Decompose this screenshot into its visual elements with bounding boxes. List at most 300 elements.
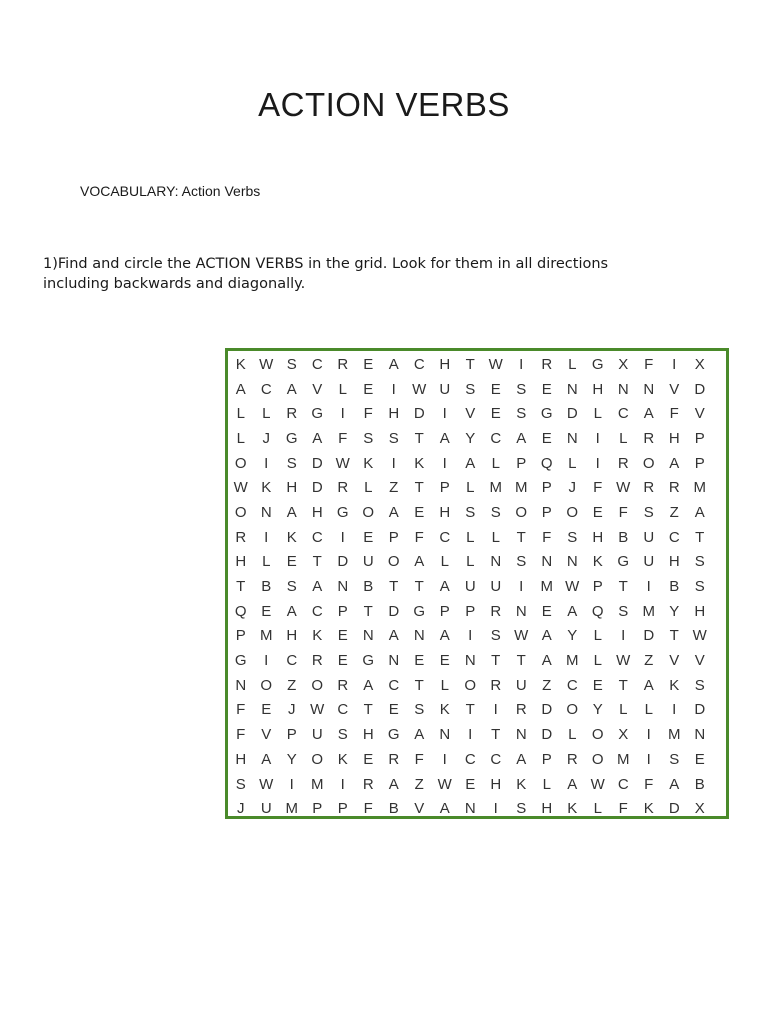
grid-letter[interactable]: K bbox=[516, 775, 527, 793]
grid-letter[interactable]: X bbox=[694, 800, 705, 818]
grid-letter[interactable]: D bbox=[643, 627, 655, 645]
grid-letter[interactable]: J bbox=[237, 800, 245, 818]
grid-letter[interactable]: O bbox=[515, 503, 528, 521]
grid-letter[interactable]: X bbox=[618, 355, 629, 373]
grid-letter[interactable]: T bbox=[618, 578, 628, 596]
grid-letter[interactable]: E bbox=[337, 627, 348, 645]
grid-letter[interactable]: V bbox=[261, 726, 272, 744]
grid-letter[interactable]: H bbox=[439, 355, 451, 373]
grid-letter[interactable]: V bbox=[669, 652, 680, 670]
grid-letter[interactable]: A bbox=[235, 380, 246, 398]
grid-letter[interactable]: A bbox=[465, 454, 476, 472]
grid-letter[interactable]: E bbox=[337, 652, 348, 670]
grid-letter[interactable]: N bbox=[566, 380, 578, 398]
grid-letter[interactable]: C bbox=[311, 355, 323, 373]
grid-letter[interactable]: Y bbox=[669, 602, 680, 620]
grid-letter[interactable]: B bbox=[261, 578, 272, 596]
grid-letter[interactable]: G bbox=[413, 602, 426, 620]
grid-letter[interactable]: L bbox=[568, 454, 577, 472]
grid-letter[interactable]: M bbox=[617, 750, 630, 768]
grid-letter[interactable]: T bbox=[363, 701, 373, 719]
grid-letter[interactable]: Y bbox=[465, 429, 476, 447]
grid-letter[interactable]: I bbox=[340, 775, 345, 793]
grid-letter[interactable]: R bbox=[541, 355, 553, 373]
grid-letter[interactable]: D bbox=[566, 405, 578, 423]
grid-letter[interactable]: M bbox=[489, 479, 502, 497]
grid-letter[interactable]: R bbox=[643, 429, 655, 447]
grid-letter[interactable]: O bbox=[387, 553, 400, 571]
grid-letter[interactable]: H bbox=[668, 429, 680, 447]
grid-letter[interactable]: W bbox=[259, 775, 274, 793]
grid-letter[interactable]: H bbox=[235, 553, 247, 571]
grid-letter[interactable]: A bbox=[567, 602, 578, 620]
grid-letter[interactable]: P bbox=[439, 602, 450, 620]
grid-letter[interactable]: H bbox=[362, 726, 374, 744]
grid-letter[interactable]: H bbox=[541, 800, 553, 818]
grid-letter[interactable]: T bbox=[669, 627, 679, 645]
grid-letter[interactable]: E bbox=[541, 602, 552, 620]
grid-letter[interactable]: P bbox=[439, 479, 450, 497]
grid-letter[interactable]: P bbox=[388, 528, 399, 546]
grid-letter[interactable]: Z bbox=[414, 775, 424, 793]
grid-letter[interactable]: S bbox=[286, 454, 297, 472]
grid-letter[interactable]: E bbox=[363, 380, 374, 398]
grid-letter[interactable]: S bbox=[694, 676, 705, 694]
grid-letter[interactable]: F bbox=[618, 800, 628, 818]
grid-letter[interactable]: A bbox=[388, 503, 399, 521]
grid-letter[interactable]: U bbox=[439, 380, 451, 398]
grid-letter[interactable]: I bbox=[391, 454, 396, 472]
grid-letter[interactable]: K bbox=[312, 627, 323, 645]
grid-letter[interactable]: K bbox=[235, 355, 246, 373]
grid-letter[interactable]: P bbox=[541, 503, 552, 521]
grid-letter[interactable]: R bbox=[643, 479, 655, 497]
grid-letter[interactable]: P bbox=[592, 578, 603, 596]
grid-letter[interactable]: K bbox=[261, 479, 272, 497]
grid-letter[interactable]: S bbox=[669, 750, 680, 768]
grid-letter[interactable]: M bbox=[311, 775, 324, 793]
grid-letter[interactable]: J bbox=[288, 701, 296, 719]
grid-letter[interactable]: S bbox=[490, 503, 501, 521]
grid-letter[interactable]: L bbox=[568, 726, 577, 744]
grid-letter[interactable]: F bbox=[669, 405, 679, 423]
grid-letter[interactable]: S bbox=[490, 627, 501, 645]
grid-letter[interactable]: C bbox=[413, 355, 425, 373]
grid-letter[interactable]: G bbox=[591, 355, 604, 373]
grid-letter[interactable]: Z bbox=[287, 676, 297, 694]
grid-letter[interactable]: L bbox=[619, 429, 628, 447]
grid-letter[interactable]: C bbox=[490, 429, 502, 447]
grid-letter[interactable]: W bbox=[514, 627, 529, 645]
grid-letter[interactable]: N bbox=[566, 429, 578, 447]
grid-letter[interactable]: R bbox=[337, 479, 349, 497]
grid-letter[interactable]: C bbox=[617, 405, 629, 423]
grid-letter[interactable]: T bbox=[389, 578, 399, 596]
grid-letter[interactable]: R bbox=[286, 405, 298, 423]
grid-letter[interactable]: W bbox=[565, 578, 580, 596]
grid-letter[interactable]: E bbox=[286, 553, 297, 571]
grid-letter[interactable]: Q bbox=[591, 602, 604, 620]
grid-letter[interactable]: L bbox=[262, 405, 271, 423]
grid-letter[interactable]: O bbox=[311, 676, 324, 694]
grid-letter[interactable]: F bbox=[414, 528, 424, 546]
grid-letter[interactable]: W bbox=[335, 454, 350, 472]
grid-letter[interactable]: A bbox=[439, 429, 450, 447]
grid-letter[interactable]: B bbox=[694, 775, 705, 793]
grid-letter[interactable]: Z bbox=[669, 503, 679, 521]
grid-letter[interactable]: N bbox=[566, 553, 578, 571]
grid-letter[interactable]: W bbox=[233, 479, 248, 497]
grid-letter[interactable]: A bbox=[286, 503, 297, 521]
grid-letter[interactable]: E bbox=[414, 503, 425, 521]
grid-letter[interactable]: W bbox=[488, 355, 503, 373]
grid-letter[interactable]: D bbox=[388, 602, 400, 620]
grid-letter[interactable]: D bbox=[541, 726, 553, 744]
grid-letter[interactable]: U bbox=[643, 553, 655, 571]
grid-letter[interactable]: A bbox=[567, 775, 578, 793]
grid-letter[interactable]: U bbox=[490, 578, 502, 596]
grid-letter[interactable]: A bbox=[541, 652, 552, 670]
grid-letter[interactable]: E bbox=[439, 652, 450, 670]
grid-letter[interactable]: L bbox=[466, 553, 475, 571]
grid-letter[interactable]: E bbox=[592, 503, 603, 521]
grid-letter[interactable]: N bbox=[515, 602, 527, 620]
grid-letter[interactable]: A bbox=[694, 503, 705, 521]
grid-letter[interactable]: I bbox=[493, 800, 498, 818]
grid-letter[interactable]: C bbox=[311, 528, 323, 546]
grid-letter[interactable]: W bbox=[590, 775, 605, 793]
grid-letter[interactable]: I bbox=[468, 726, 473, 744]
grid-letter[interactable]: W bbox=[310, 701, 325, 719]
grid-letter[interactable]: I bbox=[672, 701, 677, 719]
grid-letter[interactable]: M bbox=[260, 627, 273, 645]
grid-letter[interactable]: L bbox=[644, 701, 653, 719]
grid-letter[interactable]: P bbox=[694, 454, 705, 472]
grid-letter[interactable]: D bbox=[311, 479, 323, 497]
grid-letter[interactable]: S bbox=[465, 503, 476, 521]
grid-letter[interactable]: J bbox=[568, 479, 576, 497]
grid-letter[interactable]: L bbox=[491, 454, 500, 472]
grid-letter[interactable]: K bbox=[414, 454, 425, 472]
grid-letter[interactable]: T bbox=[516, 652, 526, 670]
grid-letter[interactable]: N bbox=[464, 652, 476, 670]
grid-letter[interactable]: H bbox=[694, 602, 706, 620]
grid-letter[interactable]: I bbox=[595, 429, 600, 447]
grid-letter[interactable]: O bbox=[362, 503, 375, 521]
grid-letter[interactable]: E bbox=[541, 429, 552, 447]
grid-letter[interactable]: I bbox=[672, 355, 677, 373]
grid-letter[interactable]: C bbox=[260, 380, 272, 398]
grid-letter[interactable]: O bbox=[642, 454, 655, 472]
grid-letter[interactable]: C bbox=[566, 676, 578, 694]
grid-letter[interactable]: A bbox=[414, 553, 425, 571]
grid-letter[interactable]: N bbox=[643, 380, 655, 398]
grid-letter[interactable]: O bbox=[464, 676, 477, 694]
grid-letter[interactable]: G bbox=[540, 405, 553, 423]
grid-letter[interactable]: I bbox=[391, 380, 396, 398]
grid-letter[interactable]: R bbox=[490, 676, 502, 694]
grid-letter[interactable]: L bbox=[338, 380, 347, 398]
grid-letter[interactable]: U bbox=[311, 726, 323, 744]
grid-letter[interactable]: K bbox=[337, 750, 348, 768]
grid-letter[interactable]: R bbox=[490, 602, 502, 620]
grid-letter[interactable]: R bbox=[617, 454, 629, 472]
grid-letter[interactable]: I bbox=[646, 750, 651, 768]
grid-letter[interactable]: L bbox=[236, 429, 245, 447]
grid-letter[interactable]: R bbox=[362, 775, 374, 793]
grid-letter[interactable]: I bbox=[519, 578, 524, 596]
grid-letter[interactable]: E bbox=[388, 701, 399, 719]
grid-letter[interactable]: S bbox=[643, 503, 654, 521]
grid-letter[interactable]: G bbox=[362, 652, 375, 670]
grid-letter[interactable]: A bbox=[414, 726, 425, 744]
grid-letter[interactable]: B bbox=[388, 800, 399, 818]
grid-letter[interactable]: M bbox=[540, 578, 553, 596]
grid-letter[interactable]: I bbox=[264, 454, 269, 472]
grid-letter[interactable]: G bbox=[336, 503, 349, 521]
grid-letter[interactable]: R bbox=[515, 701, 527, 719]
grid-letter[interactable]: Y bbox=[592, 701, 603, 719]
grid-letter[interactable]: A bbox=[286, 380, 297, 398]
grid-letter[interactable]: T bbox=[414, 429, 424, 447]
grid-letter[interactable]: B bbox=[363, 578, 374, 596]
grid-letter[interactable]: A bbox=[669, 775, 680, 793]
grid-letter[interactable]: I bbox=[264, 528, 269, 546]
grid-letter[interactable]: G bbox=[311, 405, 324, 423]
grid-letter[interactable]: L bbox=[619, 701, 628, 719]
grid-letter[interactable]: D bbox=[337, 553, 349, 571]
grid-letter[interactable]: F bbox=[236, 701, 246, 719]
grid-letter[interactable]: W bbox=[259, 355, 274, 373]
grid-letter[interactable]: T bbox=[414, 479, 424, 497]
grid-letter[interactable]: S bbox=[694, 578, 705, 596]
grid-letter[interactable]: T bbox=[491, 652, 501, 670]
grid-letter[interactable]: Q bbox=[234, 602, 247, 620]
grid-letter[interactable]: O bbox=[566, 503, 579, 521]
grid-letter[interactable]: S bbox=[516, 380, 527, 398]
grid-letter[interactable]: S bbox=[516, 553, 527, 571]
grid-letter[interactable]: I bbox=[493, 701, 498, 719]
grid-letter[interactable]: W bbox=[437, 775, 452, 793]
grid-letter[interactable]: B bbox=[618, 528, 629, 546]
grid-letter[interactable]: S bbox=[235, 775, 246, 793]
grid-letter[interactable]: T bbox=[465, 701, 475, 719]
grid-letter[interactable]: U bbox=[515, 676, 527, 694]
grid-letter[interactable]: L bbox=[568, 355, 577, 373]
grid-letter[interactable]: D bbox=[541, 701, 553, 719]
grid-letter[interactable]: L bbox=[542, 775, 551, 793]
grid-letter[interactable]: T bbox=[414, 676, 424, 694]
grid-letter[interactable]: N bbox=[388, 652, 400, 670]
grid-letter[interactable]: N bbox=[413, 627, 425, 645]
grid-letter[interactable]: T bbox=[491, 726, 501, 744]
grid-letter[interactable]: O bbox=[260, 676, 273, 694]
grid-letter[interactable]: F bbox=[644, 355, 654, 373]
grid-letter[interactable]: G bbox=[234, 652, 247, 670]
grid-letter[interactable]: P bbox=[541, 750, 552, 768]
grid-letter[interactable]: H bbox=[388, 405, 400, 423]
grid-letter[interactable]: I bbox=[442, 405, 447, 423]
grid-letter[interactable]: T bbox=[363, 602, 373, 620]
grid-letter[interactable]: L bbox=[466, 528, 475, 546]
grid-letter[interactable]: H bbox=[592, 380, 604, 398]
grid-letter[interactable]: A bbox=[363, 676, 374, 694]
grid-letter[interactable]: V bbox=[312, 380, 323, 398]
grid-letter[interactable]: Y bbox=[286, 750, 297, 768]
grid-letter[interactable]: L bbox=[364, 479, 373, 497]
grid-letter[interactable]: E bbox=[261, 602, 272, 620]
grid-letter[interactable]: L bbox=[491, 528, 500, 546]
grid-letter[interactable]: Z bbox=[644, 652, 654, 670]
grid-letter[interactable]: R bbox=[337, 355, 349, 373]
grid-letter[interactable]: O bbox=[591, 726, 604, 744]
grid-letter[interactable]: N bbox=[515, 726, 527, 744]
grid-letter[interactable]: E bbox=[490, 405, 501, 423]
grid-letter[interactable]: L bbox=[593, 652, 602, 670]
grid-letter[interactable]: R bbox=[337, 676, 349, 694]
grid-letter[interactable]: E bbox=[541, 380, 552, 398]
grid-letter[interactable]: S bbox=[516, 405, 527, 423]
grid-letter[interactable]: O bbox=[591, 750, 604, 768]
grid-letter[interactable]: L bbox=[440, 553, 449, 571]
grid-letter[interactable]: E bbox=[465, 775, 476, 793]
grid-letter[interactable]: S bbox=[388, 429, 399, 447]
grid-letter[interactable]: A bbox=[312, 578, 323, 596]
grid-letter[interactable]: W bbox=[692, 627, 707, 645]
grid-letter[interactable]: I bbox=[468, 627, 473, 645]
grid-letter[interactable]: M bbox=[566, 652, 579, 670]
grid-letter[interactable]: E bbox=[363, 528, 374, 546]
grid-letter[interactable]: T bbox=[236, 578, 246, 596]
grid-letter[interactable]: P bbox=[312, 800, 323, 818]
grid-letter[interactable]: S bbox=[567, 528, 578, 546]
grid-letter[interactable]: V bbox=[414, 800, 425, 818]
grid-letter[interactable]: A bbox=[439, 627, 450, 645]
grid-letter[interactable]: G bbox=[617, 553, 630, 571]
grid-letter[interactable]: S bbox=[694, 553, 705, 571]
grid-letter[interactable]: O bbox=[234, 454, 247, 472]
grid-letter[interactable]: V bbox=[465, 405, 476, 423]
grid-letter[interactable]: Z bbox=[389, 479, 399, 497]
grid-letter[interactable]: E bbox=[363, 750, 374, 768]
grid-letter[interactable]: N bbox=[439, 726, 451, 744]
grid-letter[interactable]: V bbox=[694, 652, 705, 670]
grid-letter[interactable]: E bbox=[490, 380, 501, 398]
grid-letter[interactable]: K bbox=[592, 553, 603, 571]
grid-letter[interactable]: K bbox=[439, 701, 450, 719]
grid-letter[interactable]: Y bbox=[567, 627, 578, 645]
grid-letter[interactable]: H bbox=[286, 479, 298, 497]
grid-letter[interactable]: O bbox=[234, 503, 247, 521]
grid-letter[interactable]: V bbox=[694, 405, 705, 423]
grid-letter[interactable]: A bbox=[439, 578, 450, 596]
grid-letter[interactable]: M bbox=[668, 726, 681, 744]
grid-letter[interactable]: T bbox=[312, 553, 322, 571]
grid-letter[interactable]: P bbox=[286, 726, 297, 744]
grid-letter[interactable]: N bbox=[362, 627, 374, 645]
grid-letter[interactable]: L bbox=[466, 479, 475, 497]
grid-letter[interactable]: D bbox=[694, 701, 706, 719]
grid-letter[interactable]: T bbox=[618, 676, 628, 694]
grid-letter[interactable]: A bbox=[312, 429, 323, 447]
grid-letter[interactable]: I bbox=[340, 528, 345, 546]
grid-letter[interactable]: X bbox=[694, 355, 705, 373]
grid-letter[interactable]: S bbox=[618, 602, 629, 620]
grid-letter[interactable]: T bbox=[414, 578, 424, 596]
grid-letter[interactable]: O bbox=[566, 701, 579, 719]
grid-letter[interactable]: M bbox=[285, 800, 298, 818]
grid-letter[interactable]: F bbox=[593, 479, 603, 497]
grid-letter[interactable]: N bbox=[235, 676, 247, 694]
grid-letter[interactable]: N bbox=[464, 800, 476, 818]
grid-letter[interactable]: H bbox=[286, 627, 298, 645]
grid-letter[interactable]: P bbox=[465, 602, 476, 620]
grid-letter[interactable]: V bbox=[669, 380, 680, 398]
grid-letter[interactable]: T bbox=[516, 528, 526, 546]
grid-letter[interactable]: R bbox=[235, 528, 247, 546]
grid-letter[interactable]: I bbox=[519, 355, 524, 373]
grid-letter[interactable]: C bbox=[464, 750, 476, 768]
grid-letter[interactable]: A bbox=[439, 800, 450, 818]
grid-letter[interactable]: P bbox=[337, 602, 348, 620]
grid-letter[interactable]: D bbox=[668, 800, 680, 818]
grid-letter[interactable]: C bbox=[439, 528, 451, 546]
grid-letter[interactable]: P bbox=[235, 627, 246, 645]
grid-letter[interactable]: D bbox=[694, 380, 706, 398]
grid-letter[interactable]: F bbox=[236, 726, 246, 744]
grid-letter[interactable]: K bbox=[643, 800, 654, 818]
grid-letter[interactable]: L bbox=[593, 627, 602, 645]
grid-letter[interactable]: S bbox=[337, 726, 348, 744]
grid-letter[interactable]: L bbox=[440, 676, 449, 694]
grid-letter[interactable]: R bbox=[388, 750, 400, 768]
grid-letter[interactable]: H bbox=[592, 528, 604, 546]
grid-letter[interactable]: P bbox=[541, 479, 552, 497]
grid-letter[interactable]: G bbox=[285, 429, 298, 447]
grid-letter[interactable]: A bbox=[643, 676, 654, 694]
grid-letter[interactable]: S bbox=[414, 701, 425, 719]
grid-letter[interactable]: H bbox=[490, 775, 502, 793]
grid-letter[interactable]: R bbox=[566, 750, 578, 768]
grid-letter[interactable]: E bbox=[363, 355, 374, 373]
grid-letter[interactable]: S bbox=[465, 380, 476, 398]
grid-letter[interactable]: U bbox=[260, 800, 272, 818]
grid-letter[interactable]: F bbox=[644, 775, 654, 793]
grid-letter[interactable]: A bbox=[541, 627, 552, 645]
grid-letter[interactable]: N bbox=[490, 553, 502, 571]
grid-letter[interactable]: W bbox=[616, 652, 631, 670]
grid-letter[interactable]: E bbox=[414, 652, 425, 670]
grid-letter[interactable]: C bbox=[337, 701, 349, 719]
grid-letter[interactable]: R bbox=[668, 479, 680, 497]
grid-letter[interactable]: W bbox=[616, 479, 631, 497]
grid-letter[interactable]: N bbox=[337, 578, 349, 596]
grid-letter[interactable]: N bbox=[260, 503, 272, 521]
grid-letter[interactable]: T bbox=[465, 355, 475, 373]
grid-letter[interactable]: M bbox=[693, 479, 706, 497]
grid-letter[interactable]: I bbox=[264, 652, 269, 670]
grid-letter[interactable]: K bbox=[363, 454, 374, 472]
grid-letter[interactable]: C bbox=[388, 676, 400, 694]
grid-letter[interactable]: H bbox=[668, 553, 680, 571]
grid-letter[interactable]: N bbox=[694, 726, 706, 744]
grid-letter[interactable]: S bbox=[363, 429, 374, 447]
grid-letter[interactable]: I bbox=[442, 454, 447, 472]
grid-letter[interactable]: A bbox=[261, 750, 272, 768]
grid-letter[interactable]: E bbox=[261, 701, 272, 719]
grid-letter[interactable]: A bbox=[643, 405, 654, 423]
grid-letter[interactable]: I bbox=[621, 627, 626, 645]
